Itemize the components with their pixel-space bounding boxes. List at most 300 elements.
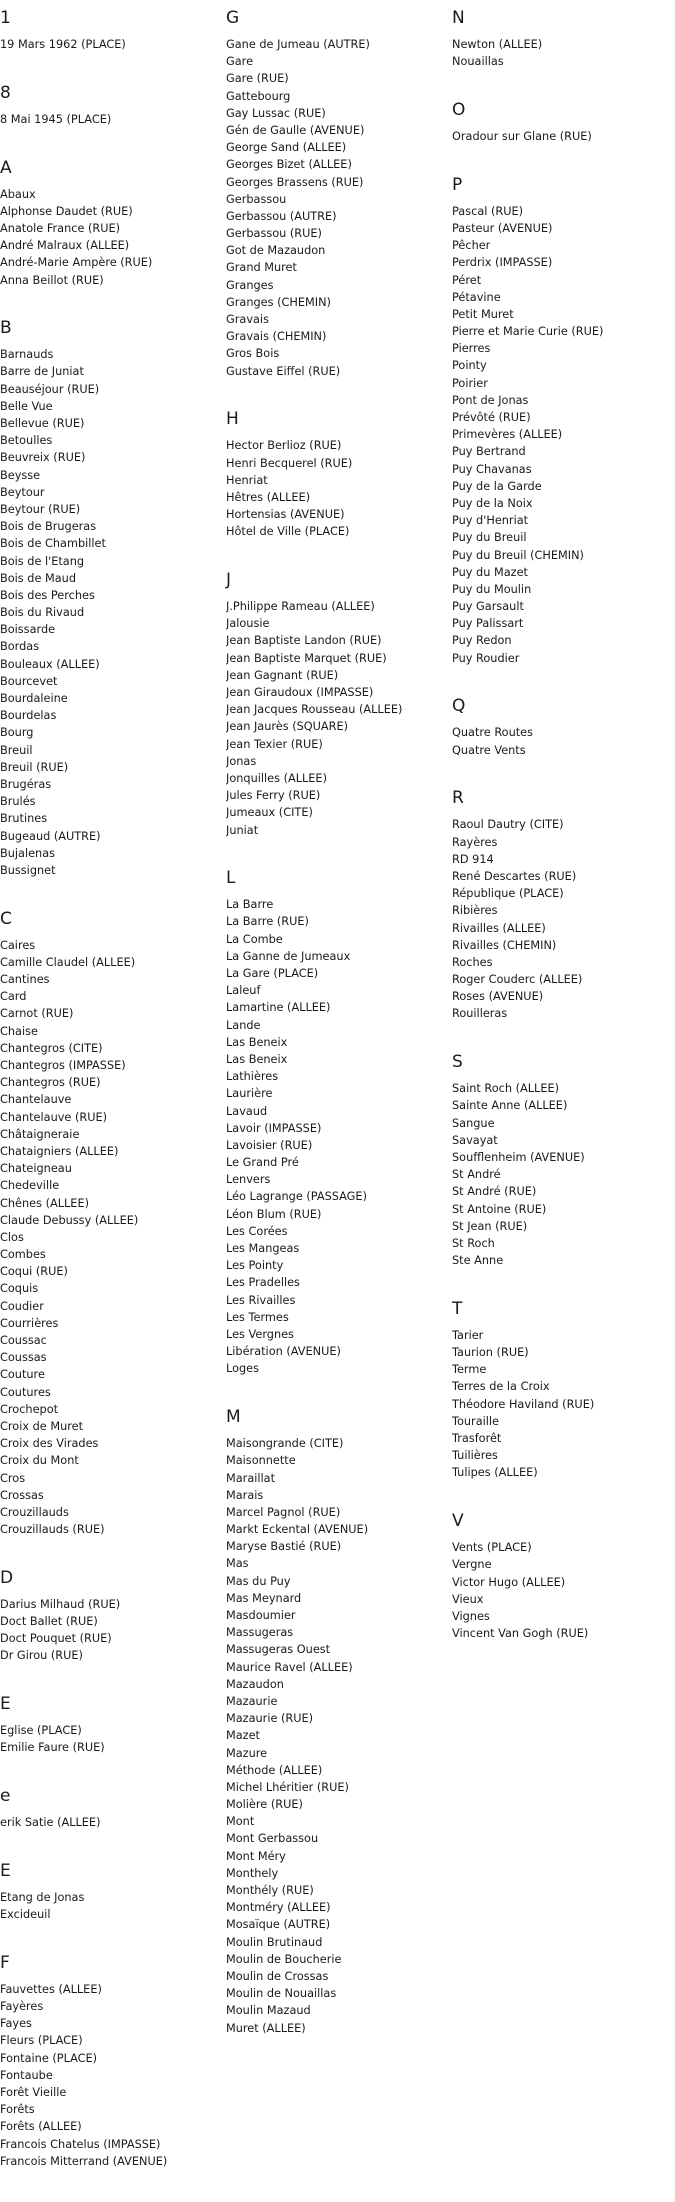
street-item: Las Beneix	[226, 1035, 288, 1049]
section-heading: 1	[0, 8, 11, 28]
street-item: Ribières	[452, 904, 498, 918]
street-item: Pétavine	[452, 290, 501, 304]
street-item: Vieux	[452, 1592, 484, 1606]
letter-section	[226, 572, 446, 839]
street-list	[226, 896, 446, 1377]
street-item: Francois Mitterrand (AVENUE)	[0, 2154, 168, 2168]
index-column-1	[0, 10, 220, 2202]
letter-section	[226, 411, 446, 540]
street-item: Coussac	[0, 1334, 47, 1347]
street-item: Coussas	[0, 1351, 47, 1365]
street-item: Gattebourg	[226, 89, 291, 103]
street-list	[0, 36, 220, 53]
section-heading: A	[0, 157, 12, 178]
section-heading: V	[452, 1511, 464, 1532]
street-item: Excideuil	[0, 1908, 51, 1922]
section-heading: 8	[0, 82, 11, 103]
street-item: Chateigneau	[0, 1162, 72, 1176]
street-item: Léon Blum (RUE)	[226, 1207, 322, 1221]
street-item: Laleuf	[226, 984, 261, 998]
street-item: Puy Bertrand	[452, 445, 526, 459]
street-item: Darius Milhaud (RUE)	[0, 1597, 121, 1611]
street-item: Puy Redon	[452, 634, 512, 648]
index-column-2	[226, 10, 446, 2068]
street-item: Rivailles (CHEMIN)	[452, 938, 557, 952]
street-item: Hêtres (ALLEE)	[226, 490, 311, 504]
street-item: Tarier	[452, 1328, 484, 1342]
street-item: Puy Roudier	[452, 651, 520, 665]
street-item: Soufflenheim (AVENUE)	[452, 1150, 585, 1164]
street-item: Mont	[226, 1815, 255, 1829]
street-item: Bourcevet	[0, 674, 58, 688]
street-item: Bois du Rivaud	[0, 606, 85, 620]
street-item: Chantegros (CITE)	[0, 1041, 103, 1055]
section-heading: H	[226, 409, 239, 430]
street-item: Vignes	[452, 1609, 490, 1623]
street-item: Breuil (RUE)	[0, 760, 69, 774]
street-item: Bourdelas	[0, 709, 57, 723]
street-item: Got de Mazaudon	[226, 244, 326, 258]
street-item: Méthode (ALLEE)	[226, 1763, 323, 1777]
street-list	[452, 36, 672, 70]
street-item: Gerbassou (AUTRE)	[226, 209, 337, 223]
street-item: Clos	[0, 1230, 24, 1244]
street-item: Couture	[0, 1368, 45, 1382]
street-item: André Malraux (ALLEE)	[0, 239, 130, 253]
section-heading: E	[0, 1694, 11, 1715]
street-item: Jean Jacques Rousseau (ALLEE)	[226, 703, 403, 717]
street-item: Mazure	[226, 1746, 268, 1760]
street-item: erik Satie (ALLEE)	[0, 1816, 101, 1830]
street-item: Cros	[0, 1471, 26, 1485]
street-item: Beuvreix (RUE)	[0, 451, 86, 465]
street-item: Moulin de Crossas	[226, 1969, 329, 1983]
street-item: Rayères	[452, 835, 498, 849]
street-item: Petit Muret	[452, 307, 514, 321]
street-item: Chantelauve (RUE)	[0, 1110, 108, 1124]
street-item: Mont Gerbassou	[226, 1832, 319, 1846]
street-item: Moulin de Nouaillas	[226, 1987, 337, 2001]
section-heading: E	[0, 1860, 11, 1881]
street-item: Georges Brassens (RUE)	[226, 175, 364, 189]
street-item: Nouaillas	[452, 55, 504, 69]
street-item: Muret (ALLEE)	[226, 2021, 306, 2035]
street-item: St Antoine (RUE)	[452, 1202, 547, 1216]
street-item: Croix de Muret	[0, 1419, 84, 1433]
street-item: Juniat	[226, 823, 259, 837]
street-item: Jean Texier (RUE)	[226, 737, 323, 751]
street-item: Massugeras Ouest	[226, 1643, 331, 1657]
street-item: Gare	[226, 55, 254, 69]
street-list	[226, 598, 446, 839]
street-item: Chênes (ALLEE)	[0, 1196, 89, 1210]
street-item: Gay Lussac (RUE)	[226, 106, 326, 120]
street-item: Les Pradelles	[226, 1276, 300, 1290]
street-item: Roses (AVENUE)	[452, 990, 544, 1004]
street-item: Chataigniers (ALLEE)	[0, 1144, 119, 1158]
street-item: Fontaine (PLACE)	[0, 2051, 98, 2065]
street-item: Pointy	[452, 359, 487, 373]
street-item: 19 Mars 1962 (PLACE)	[0, 38, 126, 51]
street-item: Marcel Pagnol (RUE)	[226, 1505, 341, 1519]
street-item: Gravais (CHEMIN)	[226, 330, 327, 344]
street-item: St Roch	[452, 1236, 495, 1250]
street-item: Jean Baptiste Landon (RUE)	[226, 634, 382, 648]
street-item: Dr Girou (RUE)	[0, 1649, 83, 1663]
street-item: Puy Palissart	[452, 617, 524, 631]
street-item: Mont Méry	[226, 1849, 286, 1863]
street-item: La Ganne de Jumeaux	[226, 949, 351, 963]
street-item: St Jean (RUE)	[452, 1219, 528, 1233]
street-item: Vergne	[452, 1558, 492, 1572]
street-item: Maisongrande (CITE)	[226, 1437, 344, 1451]
letter-section	[0, 10, 220, 53]
letter-section	[0, 1567, 220, 1665]
street-item: Anna Beillot (RUE)	[0, 273, 104, 287]
street-item: Courrières	[0, 1316, 59, 1330]
street-item: Hector Berlioz (RUE)	[226, 439, 342, 453]
street-item: Crouzillauds (RUE)	[0, 1523, 105, 1537]
street-item: Bordas	[0, 640, 40, 654]
street-item: Puy de la Noix	[452, 496, 533, 510]
street-list	[452, 816, 672, 1022]
street-item: 8 Mai 1945 (PLACE)	[0, 112, 112, 126]
street-item: Puy Chavanas	[452, 462, 532, 476]
street-item: Pasteur (AVENUE)	[452, 221, 553, 235]
street-item: Brugéras	[0, 777, 52, 791]
street-item: Croix des Virades	[0, 1437, 99, 1451]
street-item: Gerbassou	[226, 192, 287, 206]
street-item: Gustave Eiffel (RUE)	[226, 364, 341, 378]
street-item: Eglise (PLACE)	[0, 1724, 82, 1738]
street-item: La Gare (PLACE)	[226, 967, 319, 981]
street-item: George Sand (ALLEE)	[226, 141, 347, 155]
street-item: Jumeaux (CITE)	[226, 806, 313, 820]
street-item: Grand Muret	[226, 261, 297, 275]
street-item: La Barre	[226, 898, 274, 912]
street-item: Puy du Breuil	[452, 531, 527, 545]
street-list	[226, 1435, 446, 2037]
street-item: Crossas	[0, 1488, 44, 1502]
street-item: Newton (ALLEE)	[452, 38, 543, 51]
street-item: Laurière	[226, 1087, 273, 1101]
section-heading: G	[226, 8, 240, 28]
street-item: Card	[0, 990, 27, 1004]
street-item: Molière (RUE)	[226, 1798, 303, 1812]
street-item: René Descartes (RUE)	[452, 869, 577, 883]
street-item: Beytour (RUE)	[0, 502, 81, 516]
street-item: Quatre Routes	[452, 726, 534, 740]
street-item: Bourg	[0, 726, 34, 740]
section-heading: T	[452, 1298, 463, 1319]
street-item: Granges	[226, 278, 274, 292]
street-item: Roches	[452, 955, 493, 969]
street-item: Mas	[226, 1557, 249, 1571]
street-item: Victor Hugo (ALLEE)	[452, 1575, 566, 1589]
street-item: Prévôté (RUE)	[452, 411, 531, 424]
letter-section	[452, 174, 672, 667]
street-item: Beytour	[0, 485, 45, 499]
street-item: Trasforêt	[452, 1432, 502, 1445]
street-item: Les Vergnes	[226, 1327, 294, 1341]
street-item: Pierre et Marie Curie (RUE)	[452, 325, 604, 339]
street-item: Chaise	[0, 1024, 38, 1038]
street-list	[0, 1814, 220, 1831]
street-item: Jean Gagnant (RUE)	[226, 668, 339, 682]
street-item: Bois de Maud	[0, 571, 76, 585]
street-item: La Combe	[226, 932, 283, 946]
street-item: Lenvers	[226, 1173, 271, 1187]
street-item: Fayes	[0, 2017, 32, 2031]
street-item: Saint Roch (ALLEE)	[452, 1082, 560, 1096]
street-item: Crouzillauds	[0, 1505, 69, 1519]
street-item: Michel Lhéritier (RUE)	[226, 1780, 349, 1794]
street-item: Châtaigneraie	[0, 1127, 80, 1141]
street-item: Masdoumier	[226, 1609, 296, 1622]
street-item: Mas Meynard	[226, 1591, 302, 1605]
street-item: Jean Baptiste Marquet (RUE)	[226, 651, 387, 665]
street-item: Georges Bizet (ALLEE)	[226, 158, 352, 172]
street-item: Moulin Mazaud	[226, 2004, 311, 2018]
street-list	[452, 128, 672, 145]
letter-section	[452, 698, 672, 758]
street-item: Breuil	[0, 743, 33, 757]
street-item: Etang de Jonas	[0, 1890, 85, 1904]
street-item: Rivailles (ALLEE)	[452, 921, 546, 935]
street-item: Moulin Brutinaud	[226, 1935, 323, 1949]
street-item: Cantines	[0, 973, 50, 987]
street-item: Poirier	[452, 376, 488, 390]
street-item: La Barre (RUE)	[226, 915, 309, 929]
street-item: Fleurs (PLACE)	[0, 2034, 83, 2048]
street-item: Taurion (RUE)	[452, 1346, 529, 1360]
street-item: Puy Garsault	[452, 600, 524, 614]
street-item: Crochepot	[0, 1402, 59, 1416]
street-item: Marais	[226, 1488, 264, 1502]
street-item: Perdrix (IMPASSE)	[452, 256, 553, 270]
street-item: Hôtel de Ville (PLACE)	[226, 525, 350, 539]
letter-section	[452, 1513, 672, 1642]
street-item: Libération (AVENUE)	[226, 1345, 341, 1359]
street-item: Camille Claudel (ALLEE)	[0, 955, 136, 969]
section-heading: M	[226, 1407, 241, 1428]
street-item: Les Pointy	[226, 1259, 284, 1273]
section-heading: e	[0, 1786, 11, 1807]
letter-section	[0, 1860, 220, 1923]
letter-section	[0, 908, 220, 1539]
street-item: Théodore Haviland (RUE)	[452, 1397, 595, 1411]
street-item: Sainte Anne (ALLEE)	[452, 1099, 568, 1113]
street-item: Les Rivailles	[226, 1293, 296, 1307]
street-item: Puy du Moulin	[452, 582, 532, 596]
street-list	[226, 437, 446, 540]
street-item: Beauséjour (RUE)	[0, 382, 100, 396]
street-item: Oradour sur Glane (RUE)	[452, 129, 592, 143]
street-item: Lamartine (ALLEE)	[226, 1001, 331, 1015]
street-item: RD 914	[452, 852, 494, 866]
street-item: Massugeras	[226, 1626, 294, 1640]
street-item: Forêts	[0, 2103, 35, 2117]
letter-section	[0, 157, 220, 289]
street-item: Fauvettes (ALLEE)	[0, 1982, 102, 1996]
street-item: Coudier	[0, 1299, 44, 1313]
section-heading: P	[452, 174, 463, 195]
street-item: Mas du Puy	[226, 1574, 291, 1588]
street-item: Betoulles	[0, 434, 53, 448]
street-item: Mazaurie (RUE)	[226, 1712, 314, 1726]
street-item: Gare (RUE)	[226, 72, 289, 86]
section-heading: S	[452, 1052, 463, 1073]
street-item: Lathières	[226, 1070, 279, 1084]
street-item: Barre de Juniat	[0, 365, 84, 379]
letter-section	[0, 1952, 220, 2170]
street-item: Terme	[452, 1363, 487, 1377]
street-item: Anatole France (RUE)	[0, 221, 121, 235]
street-item: Jonquilles (ALLEE)	[226, 771, 327, 785]
street-item: Moulin de Boucherie	[226, 1952, 342, 1966]
street-item: Maryse Bastié (RUE)	[226, 1540, 342, 1554]
letter-section	[226, 10, 446, 380]
street-item: André-Marie Ampère (RUE)	[0, 256, 153, 270]
street-item: Chantegros (IMPASSE)	[0, 1059, 126, 1072]
section-heading: C	[0, 908, 12, 929]
street-item: Bouleaux (ALLEE)	[0, 657, 100, 671]
street-item: Henri Becquerel (RUE)	[226, 456, 353, 470]
street-item: Bugeaud (AUTRE)	[0, 829, 101, 843]
street-item: Beysse	[0, 468, 41, 482]
street-list	[0, 186, 220, 289]
letter-section	[0, 320, 220, 879]
street-item: Markt Eckental (AVENUE)	[226, 1523, 369, 1537]
letter-section	[452, 10, 672, 70]
street-item: Bois de Chambillet	[0, 537, 106, 551]
street-item: Tulipes (ALLEE)	[452, 1466, 538, 1480]
street-item: Lavoisier (RUE)	[226, 1138, 313, 1152]
street-item: Doct Pouquet (RUE)	[0, 1632, 112, 1646]
street-item: Quatre Vents	[452, 743, 526, 757]
street-item: Croix du Mont	[0, 1454, 79, 1468]
street-item: Granges (CHEMIN)	[226, 295, 331, 309]
street-item: Maisonnette	[226, 1454, 296, 1468]
street-item: République (PLACE)	[452, 887, 564, 901]
street-list	[452, 724, 672, 758]
street-item: Jalousie	[226, 617, 270, 631]
street-list	[452, 1080, 672, 1269]
street-item: Barnauds	[0, 348, 54, 362]
street-item: Monthély (RUE)	[226, 1884, 314, 1897]
street-item: Vents (PLACE)	[452, 1541, 532, 1555]
street-item: Mazet	[226, 1729, 260, 1743]
street-item: Puy du Mazet	[452, 565, 528, 579]
section-heading: D	[0, 1567, 14, 1588]
street-list	[0, 1722, 220, 1756]
letter-section	[452, 1298, 672, 1482]
street-item: Abaux	[0, 187, 36, 201]
street-list	[226, 36, 446, 380]
street-item: Gerbassou (RUE)	[226, 227, 322, 241]
street-item: Hortensias (AVENUE)	[226, 508, 345, 522]
street-item: Brulés	[0, 795, 36, 809]
street-list	[0, 1889, 220, 1923]
street-item: Bourdaleine	[0, 692, 68, 706]
street-list	[0, 937, 220, 1539]
street-item: Pierres	[452, 342, 491, 356]
street-list	[0, 346, 220, 879]
street-item: Mazaudon	[226, 1677, 284, 1691]
letter-section	[452, 1054, 672, 1269]
section-heading: L	[226, 868, 236, 889]
street-item: Péret	[452, 273, 482, 287]
street-item: Francois Chatelus (IMPASSE)	[0, 2137, 161, 2151]
street-item: Henriat	[226, 473, 268, 487]
street-item: Bellevue (RUE)	[0, 417, 85, 431]
section-heading: B	[0, 318, 12, 339]
street-item: Gravais	[226, 313, 269, 326]
street-item: Rouilleras	[452, 1007, 508, 1021]
street-list	[452, 203, 672, 667]
street-item: Mosaïque (AUTRE)	[226, 1918, 331, 1932]
street-item: Monthely	[226, 1866, 279, 1880]
street-item: Boissarde	[0, 623, 56, 637]
street-item: Bois de l'Etang	[0, 554, 85, 568]
street-item: Le Grand Pré	[226, 1156, 299, 1170]
letter-section	[452, 790, 672, 1022]
street-item: Forêts (ALLEE)	[0, 2120, 82, 2134]
letter-section	[452, 99, 672, 145]
street-item: Puy du Breuil (CHEMIN)	[452, 548, 584, 562]
street-item: Gros Bois	[226, 347, 280, 361]
letter-section	[0, 1696, 220, 1756]
street-item: Pascal (RUE)	[452, 204, 524, 218]
letter-section	[0, 1788, 220, 1831]
street-item: Belle Vue	[0, 399, 53, 413]
street-item: Coquis	[0, 1282, 39, 1296]
street-list	[452, 1539, 672, 1642]
street-item: Lande	[226, 1018, 261, 1032]
street-item: Pêcher	[452, 239, 491, 253]
letter-section	[226, 870, 446, 1377]
street-item: Mazaurie	[226, 1694, 278, 1708]
street-item: Les Mangeas	[226, 1242, 300, 1256]
street-item: Sangue	[452, 1116, 495, 1130]
street-item: Puy de la Garde	[452, 479, 542, 493]
street-item: Doct Ballet (RUE)	[0, 1615, 98, 1629]
street-item: Brutines	[0, 812, 48, 826]
section-heading: J	[226, 570, 232, 591]
section-heading: N	[452, 8, 465, 28]
street-item: Les Termes	[226, 1310, 289, 1324]
street-item: Coqui (RUE)	[0, 1265, 68, 1279]
street-item: Lavaud	[226, 1104, 268, 1118]
letter-section	[0, 82, 220, 128]
street-item: Bujalenas	[0, 846, 56, 860]
section-heading: R	[452, 788, 464, 809]
street-item: St André (RUE)	[452, 1185, 537, 1199]
street-item: Les Corées	[226, 1224, 288, 1238]
street-item: Pont de Jonas	[452, 393, 529, 407]
street-item: Raoul Dautry (CITE)	[452, 818, 564, 832]
street-item: Forêt Vieille	[0, 2086, 67, 2100]
street-item: Jonas	[226, 754, 257, 768]
street-item: Lavoir (IMPASSE)	[226, 1121, 322, 1135]
street-item: Carnot (RUE)	[0, 1007, 74, 1021]
street-item: Léo Lagrange (PASSAGE)	[226, 1190, 367, 1204]
street-item: Fayères	[0, 2000, 44, 2014]
street-item: Tuilières	[452, 1449, 498, 1463]
street-item: Alphonse Daudet (RUE)	[0, 204, 133, 218]
street-list	[0, 1596, 220, 1665]
section-heading: Q	[452, 696, 466, 717]
